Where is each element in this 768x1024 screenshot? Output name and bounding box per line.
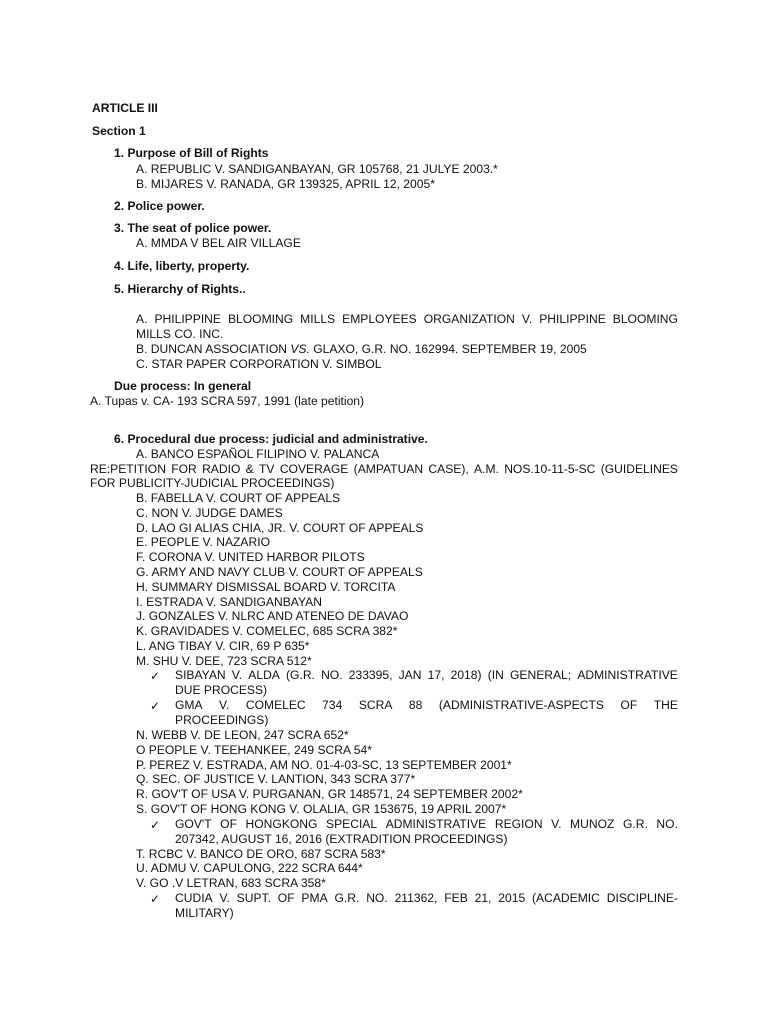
case-entry: Q. SEC. OF JUSTICE V. LANTION, 343 SCRA 377* xyxy=(136,772,416,786)
word: COVERAGE xyxy=(279,462,349,476)
case-entry: E. PEOPLE V. NAZARIO xyxy=(136,535,270,549)
word: 211362, xyxy=(394,891,438,905)
word: COMELEC xyxy=(245,698,306,712)
word: 88 xyxy=(408,698,423,712)
word: 21, xyxy=(474,891,492,905)
case-entry: T. RCBC V. BANCO DE ORO, 687 SCRA 583* xyxy=(136,847,386,861)
word: G.R. xyxy=(334,891,360,905)
check-mark-icon: ✓ xyxy=(150,699,161,713)
case-entry: J. GONZALES V. NLRC AND ATENEO DE DAVAO xyxy=(136,609,409,623)
word: V. xyxy=(231,668,243,682)
word: NO. xyxy=(366,891,388,905)
word: HONGKONG xyxy=(245,817,318,831)
case-entry: B. FABELLA V. COURT OF APPEALS xyxy=(136,491,341,505)
word: V. xyxy=(551,817,562,831)
case-entry: K. GRAVIDADES V. COMELEC, 685 SCRA 382* xyxy=(136,624,398,638)
case-entry: I. ESTRADA V. SANDIGANBAYAN xyxy=(136,595,322,609)
word: 2015 xyxy=(498,891,526,905)
word: (G.R. xyxy=(286,668,315,682)
case-entry-continued: 207342, AUGUST 16, 2016 (EXTRADITION PROCEEDINGS) xyxy=(175,832,508,846)
section-heading: Section 1 xyxy=(92,124,146,138)
word: G.R. xyxy=(622,817,648,831)
case-entry: R. GOV'T OF USA V. PURGANAN, GR 148571, 24 SEPTEMBER 2002* xyxy=(136,787,523,801)
item-1-heading: 1. Purpose of Bill of Rights xyxy=(114,146,269,160)
case-entry: C. STAR PAPER CORPORATION V. SIMBOL xyxy=(136,357,382,371)
case-entry: P. PEREZ V. ESTRADA, AM NO. 01-4-03-SC, 13 SEPTEMBER 2001* xyxy=(136,758,512,772)
word: A. xyxy=(136,312,148,326)
due-process-heading: Due process: In general xyxy=(114,379,252,393)
article-heading: ARTICLE III xyxy=(92,101,158,115)
word: 734 xyxy=(322,698,343,712)
case-entry-continued: PROCEEDINGS) xyxy=(175,713,269,727)
check-mark-icon: ✓ xyxy=(150,892,161,906)
word: V. xyxy=(521,312,533,326)
word: DISCIPLINE- xyxy=(606,891,678,905)
word: GENERAL; xyxy=(509,668,572,682)
case-entry: A. REPUBLIC V. SANDIGANBAYAN, GR 105768, 21 JULYE 2003.* xyxy=(136,162,498,176)
word: (ACADEMIC xyxy=(532,891,600,905)
word: ORGANIZATION xyxy=(423,312,515,326)
word: RADIO xyxy=(202,462,241,476)
case-entry: B. DUNCAN ASSOCIATION VS. GLAXO, G.R. NO. 162994. SEPTEMBER 19, 2005 xyxy=(136,342,587,356)
word: ALDA xyxy=(248,668,280,682)
item-3-heading: 3. The seat of police power. xyxy=(114,221,272,235)
word: 2018) xyxy=(450,668,482,682)
word: (ADMINISTRATIVE-ASPECTS xyxy=(438,698,604,712)
word: SUPT. xyxy=(236,891,271,905)
case-entry: O PEOPLE V. TEEHANKEE, 249 SCRA 54* xyxy=(136,743,372,757)
word: FEB xyxy=(444,891,468,905)
check-mark-icon: ✓ xyxy=(150,669,161,683)
word: SCRA xyxy=(358,698,393,712)
word: MUNOZ xyxy=(570,817,615,831)
word: ADMINISTRATIVE xyxy=(385,817,487,831)
word: NO. xyxy=(656,817,678,831)
justified-case-line xyxy=(136,312,678,327)
word: GOV'T xyxy=(175,817,212,831)
justified-case-line xyxy=(90,462,678,477)
case-entry: G. ARMY AND NAVY CLUB V. COURT OF APPEALS xyxy=(136,565,423,579)
word: BLOOMING xyxy=(227,312,294,326)
word: EMPLOYEES xyxy=(342,312,417,326)
item-2-heading: 2. Police power. xyxy=(114,199,205,213)
item-4-heading: 4. Life, liberty, property. xyxy=(114,259,250,273)
word: BLOOMING xyxy=(612,312,678,326)
word: RE:PETITION xyxy=(90,462,166,476)
check-mark-icon: ✓ xyxy=(150,818,161,832)
word: SIBAYAN xyxy=(175,668,226,682)
word: OF xyxy=(277,891,295,905)
case-entry: B. MIJARES V. RANADA, GR 139325, APRIL 12, 2005* xyxy=(136,177,435,191)
word: PMA xyxy=(301,891,328,905)
word: PHILIPPINE xyxy=(154,312,221,326)
word: CUDIA xyxy=(175,891,213,905)
case-entry-continued: MILLS CO. INC. xyxy=(136,327,224,341)
justified-case-line xyxy=(175,891,678,906)
justified-case-line xyxy=(175,698,678,713)
case-entry-continued: DUE PROCESS) xyxy=(175,683,268,697)
word: (AMPATUAN xyxy=(353,462,424,476)
word: A.M. xyxy=(474,462,499,476)
word: V. xyxy=(219,698,230,712)
case-entry: N. WEBB V. DE LEON, 247 SCRA 652* xyxy=(136,728,349,742)
word: 17, xyxy=(427,668,445,682)
word: V. xyxy=(219,891,230,905)
item-6-heading: 6. Procedural due process: judicial and administrative. xyxy=(114,432,428,446)
word: OF xyxy=(220,817,237,831)
case-entry: M. SHU V. DEE, 723 SCRA 512* xyxy=(136,654,312,668)
word: PHILIPPINE xyxy=(539,312,606,326)
case-entry: S. GOV'T OF HONG KONG V. OLALIA, GR 153675, 19 APRIL 2007* xyxy=(136,802,507,816)
word: (IN xyxy=(487,668,504,682)
word: MILLS xyxy=(300,312,336,326)
word: ADMINISTRATIVE xyxy=(577,668,678,682)
case-entry: D. LAO GI ALIAS CHIA, JR. V. COURT OF APPEALS xyxy=(136,521,424,535)
word: 233395, xyxy=(348,668,393,682)
justified-case-line xyxy=(175,817,678,832)
case-entry: H. SUMMARY DISMISSAL BOARD V. TORCITA xyxy=(136,580,396,594)
case-entry: A. MMDA V BEL AIR VILLAGE xyxy=(136,236,301,250)
case-entry-continued: MILITARY) xyxy=(175,906,234,920)
word: NO. xyxy=(321,668,343,682)
word: SPECIAL xyxy=(326,817,378,831)
word: FOR xyxy=(171,462,197,476)
word: TV xyxy=(259,462,275,476)
word: NOS.10-11-5-SC xyxy=(504,462,596,476)
justified-case-line xyxy=(175,668,678,683)
word: & xyxy=(245,462,254,476)
case-entry-continued: FOR PUBLICITY-JUDICIAL PROCEEDINGS) xyxy=(90,476,335,490)
word: REGION xyxy=(494,817,543,831)
case-entry: A. Tupas v. CA- 193 SCRA 597, 1991 (late petition) xyxy=(90,394,365,408)
word: THE xyxy=(653,698,678,712)
case-entry: C. NON V. JUDGE DAMES xyxy=(136,506,283,520)
word: OF xyxy=(620,698,638,712)
item-5-heading: 5. Hierarchy of Rights.. xyxy=(114,282,246,296)
word: (GUIDELINES xyxy=(600,462,678,476)
case-entry: L. ANG TIBAY V. CIR, 69 P 635* xyxy=(136,639,310,653)
word: CASE), xyxy=(428,462,469,476)
case-entry: F. CORONA V. UNITED HARBOR PILOTS xyxy=(136,550,365,564)
case-entry: A. BANCO ESPAÑOL FILIPINO V. PALANCA xyxy=(136,447,380,461)
case-entry: V. GO .V LETRAN, 683 SCRA 358* xyxy=(136,876,326,890)
word: GMA xyxy=(175,698,203,712)
word: JAN xyxy=(398,668,422,682)
case-entry: U. ADMU V. CAPULONG, 222 SCRA 644* xyxy=(136,861,363,875)
